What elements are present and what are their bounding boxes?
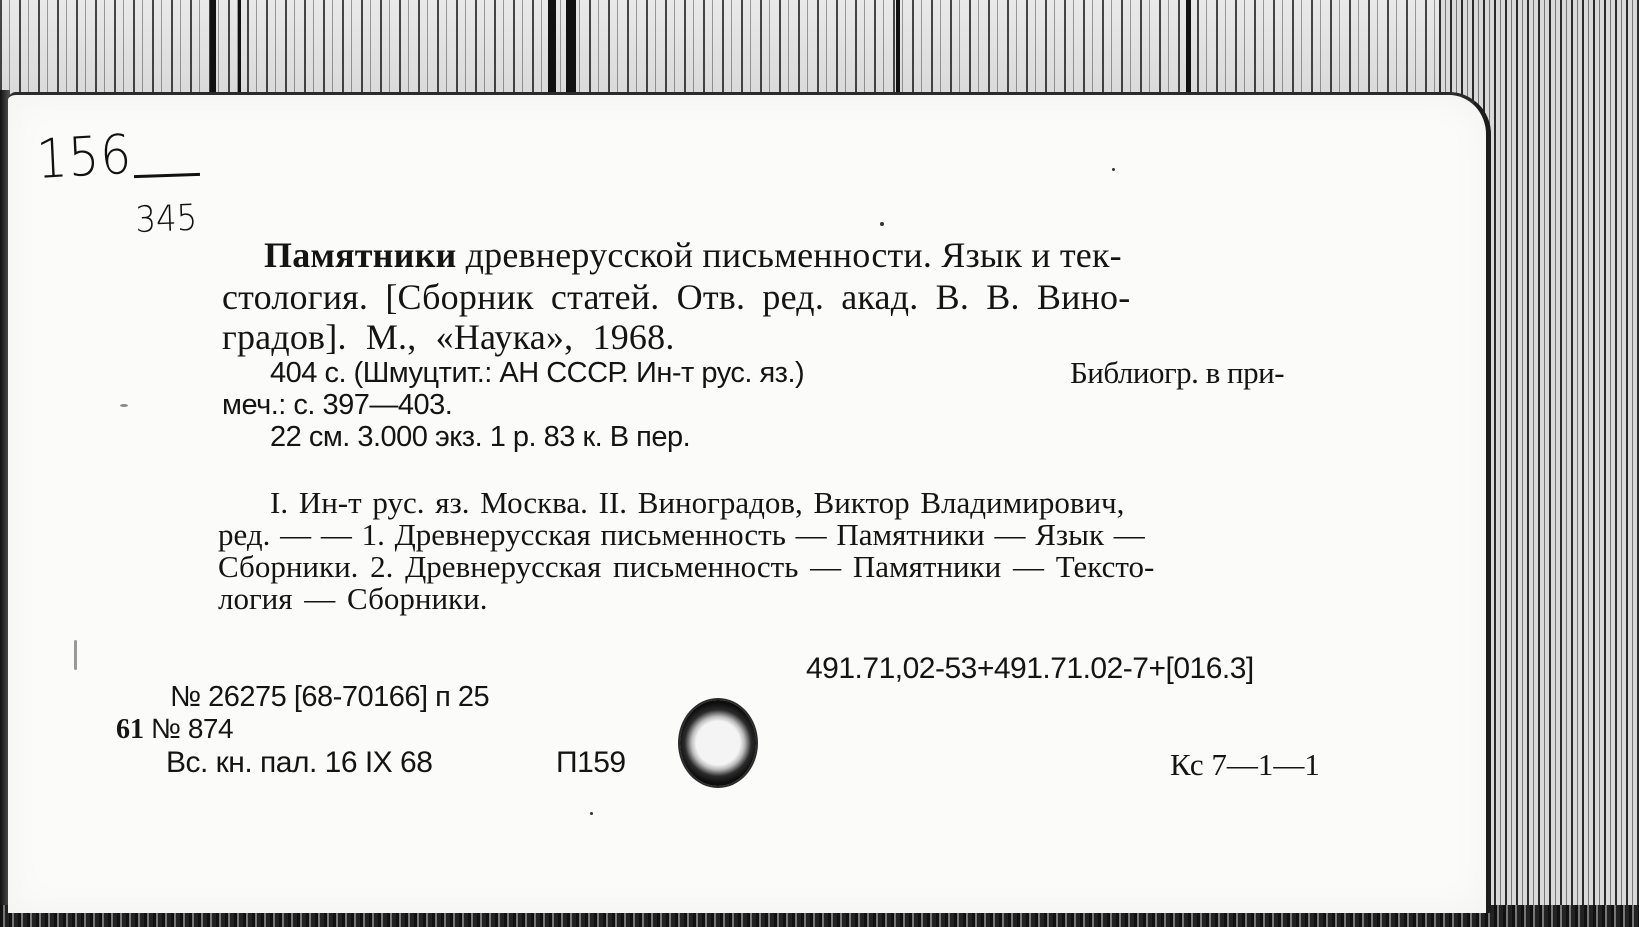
classification-number: 491.71,02-53+491.71.02-7+[016.3]	[806, 652, 1254, 685]
collation-line-1-right: Библиогр. в при-	[1070, 355, 1285, 390]
book-chamber-line: Вс. кн. пал. 16 IX 68	[166, 746, 433, 779]
title-bold: Памятники	[264, 235, 457, 275]
handwritten-shelf-mark: 156	[35, 122, 134, 191]
kc-number: Кс 7—1—1	[1170, 747, 1320, 782]
scan-speck	[590, 812, 593, 815]
copy-number: № 874	[151, 713, 234, 744]
title-line-1-text: древнерусской письменности. Язык и тек-	[465, 235, 1122, 275]
subjects-line-2: ред. — — 1. Древнерусская письменность — Памятники — Язык —	[218, 517, 1145, 552]
title-line-1	[264, 234, 1122, 276]
scan-speck	[880, 222, 884, 226]
title-line-3: градов]. М., «Наука», 1968.	[222, 317, 675, 357]
collation-line-2: меч.: с. 397—403.	[222, 389, 453, 421]
title-line-2: стология. [Сборник статей. Отв. ред. акад. В. В. Вино-	[222, 277, 1131, 317]
collation-line-3: 22 см. 3.000 экз. 1 р. 83 к. В пер.	[270, 421, 691, 453]
scan-speck	[120, 404, 128, 407]
subjects-line-1: I. Ин-т рус. яз. Москва. II. Виноградов, Виктор Владимирович,	[270, 485, 1125, 520]
handwritten-number: 345	[134, 197, 198, 241]
punched-hole	[680, 700, 756, 786]
copy-prefix: 61	[116, 714, 144, 745]
subjects-line-4: логия — Сборники.	[218, 581, 488, 616]
scan-speck	[1112, 168, 1115, 171]
card-code: П159	[556, 746, 626, 779]
order-number: № 26275 [68-70166] п 25	[170, 681, 490, 713]
collation-line-1: 404 с. (Шмуцтит.: АН СССР. Ин-т рус. яз.)	[270, 357, 805, 389]
scan-speck	[74, 640, 77, 670]
subjects-line-3: Сборники. 2. Древнерусская письменность — Памятники — Тексто-	[218, 549, 1155, 584]
copy-number-line	[116, 712, 233, 747]
